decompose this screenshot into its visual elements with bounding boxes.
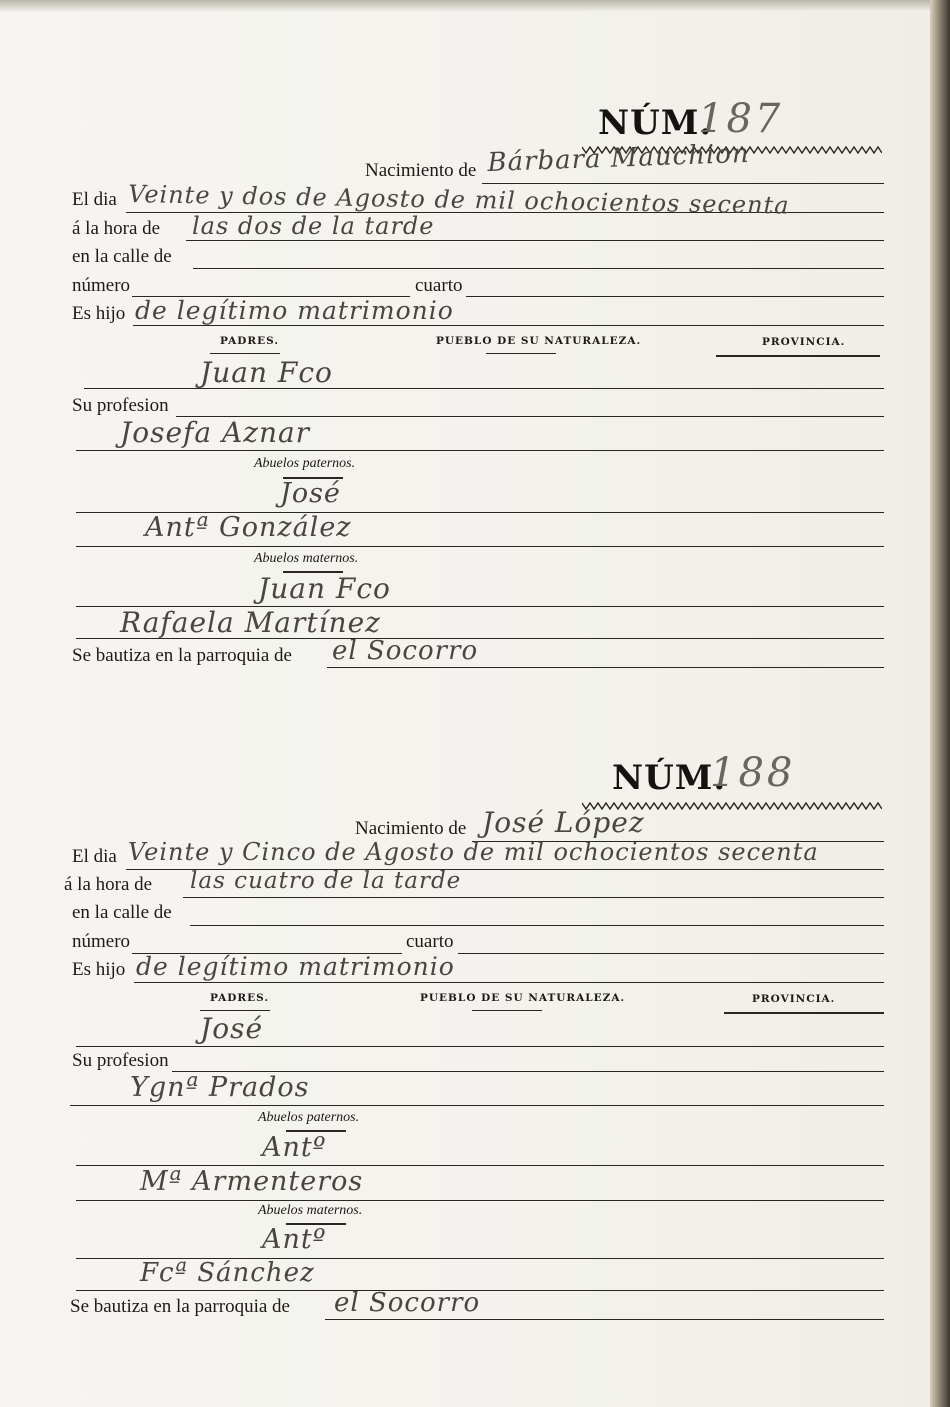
- hijo-line: [134, 982, 884, 983]
- provincia-underline: [716, 355, 880, 357]
- abuela-paterna-handwritten: Antª González: [145, 512, 352, 543]
- abuelo-materno-handwritten: Juan Fco: [258, 572, 391, 605]
- abuelo-paterno-handwritten: José: [280, 478, 341, 509]
- hora-label: á la hora de: [72, 218, 161, 239]
- birth-record-187: [0, 0, 930, 666]
- parroquia-line: [325, 1319, 884, 1320]
- parroquia-handwritten: el Socorro: [334, 1288, 481, 1318]
- abuelos-maternos-label: Abuelos maternos.: [254, 551, 359, 566]
- padre-handwritten: Juan Fco: [200, 356, 333, 389]
- numero-label: número: [72, 931, 131, 952]
- abuelo-paterno-handwritten: Antº: [262, 1132, 327, 1163]
- padres-underline: [210, 353, 280, 354]
- calle-line: [190, 925, 884, 926]
- hora-handwritten: las cuatro de la tarde: [190, 868, 462, 894]
- parroquia-handwritten: el Socorro: [332, 636, 479, 666]
- calle-label: en la calle de: [72, 902, 172, 923]
- hora-label: á la hora de: [64, 874, 153, 895]
- madre-line: [76, 450, 884, 451]
- cuarto-line: [458, 953, 884, 954]
- padre-handwritten: José: [200, 1012, 264, 1045]
- cuarto-label: cuarto: [415, 275, 463, 296]
- padres-header: PADRES.: [210, 992, 269, 1004]
- abuela-materna-handwritten: Rafaela Martínez: [120, 606, 381, 639]
- hora-line: [186, 240, 884, 241]
- nacimiento-handwritten: Bárbara Mauchion: [486, 138, 751, 178]
- madre-handwritten: Ygnª Prados: [130, 1072, 310, 1103]
- abuelos-paternos-label: Abuelos paternos.: [258, 1110, 360, 1125]
- madre-handwritten: Josefa Aznar: [120, 416, 311, 449]
- hora-line: [183, 897, 884, 898]
- nacimiento-label: Nacimiento de: [365, 160, 477, 181]
- hijo-handwritten: de legítimo matrimonio: [135, 296, 454, 325]
- hijo-label: Es hijo: [72, 959, 126, 980]
- abuelos-maternos-label: Abuelos maternos.: [258, 1203, 363, 1218]
- cuarto-label: cuarto: [406, 931, 454, 952]
- record-number-value: 187: [698, 96, 784, 142]
- padres-underline: [200, 1010, 270, 1011]
- pueblo-underline: [472, 1010, 542, 1011]
- abuelo-materno-handwritten: Antº: [262, 1224, 327, 1255]
- dia-handwritten: Veinte y Cinco de Agosto de mil ochocientos secenta: [128, 838, 819, 866]
- pueblo-underline: [486, 353, 556, 354]
- parroquia-label: Se bautiza en la parroquia de: [70, 1296, 290, 1317]
- provincia-underline: [724, 1012, 884, 1014]
- cuarto-line: [466, 296, 884, 297]
- hijo-line: [133, 325, 884, 326]
- profesion-label: Su profesion: [72, 395, 169, 416]
- pueblo-header: PUEBLO DE SU NATURALEZA.: [436, 335, 642, 347]
- book-binding-edge: [930, 0, 950, 1407]
- pueblo-header: PUEBLO DE SU NATURALEZA.: [420, 992, 626, 1004]
- nacimiento-handwritten: José López: [482, 806, 645, 839]
- hora-handwritten: las dos de la tarde: [192, 212, 435, 240]
- calle-label: en la calle de: [72, 246, 172, 267]
- dia-label: El dia: [72, 189, 117, 210]
- calle-line: [193, 268, 884, 269]
- record-number-label: NÚM.: [612, 758, 727, 798]
- abuela-paterna-line: [76, 1200, 884, 1201]
- provincia-header: PROVINCIA.: [762, 336, 846, 348]
- numero-label: número: [72, 275, 131, 296]
- record-number-value: 188: [710, 750, 796, 796]
- parroquia-label: Se bautiza en la parroquia de: [72, 645, 292, 666]
- madre-line: [70, 1105, 884, 1106]
- record-number-label: NÚM.: [598, 103, 713, 143]
- nacimiento-label: Nacimiento de: [355, 818, 467, 839]
- profesion-label: Su profesion: [72, 1050, 169, 1071]
- padres-header: PADRES.: [220, 335, 279, 347]
- dia-handwritten: Veinte y dos de Agosto de mil ochocientos secenta: [128, 180, 790, 220]
- padre-line: [76, 1046, 884, 1047]
- birth-record-188: [0, 660, 930, 1320]
- dia-label: El dia: [72, 846, 117, 867]
- hijo-label: Es hijo: [72, 303, 126, 324]
- abuela-materna-handwritten: Fcª Sánchez: [140, 1258, 315, 1288]
- provincia-header: PROVINCIA.: [752, 993, 836, 1005]
- abuela-paterna-line: [76, 546, 884, 547]
- abuela-paterna-handwritten: Mª Armenteros: [140, 1166, 364, 1197]
- hijo-handwritten: de legítimo matrimonio: [136, 952, 455, 981]
- abuelos-paternos-label: Abuelos paternos.: [254, 456, 356, 471]
- nacimiento-line: [482, 183, 884, 184]
